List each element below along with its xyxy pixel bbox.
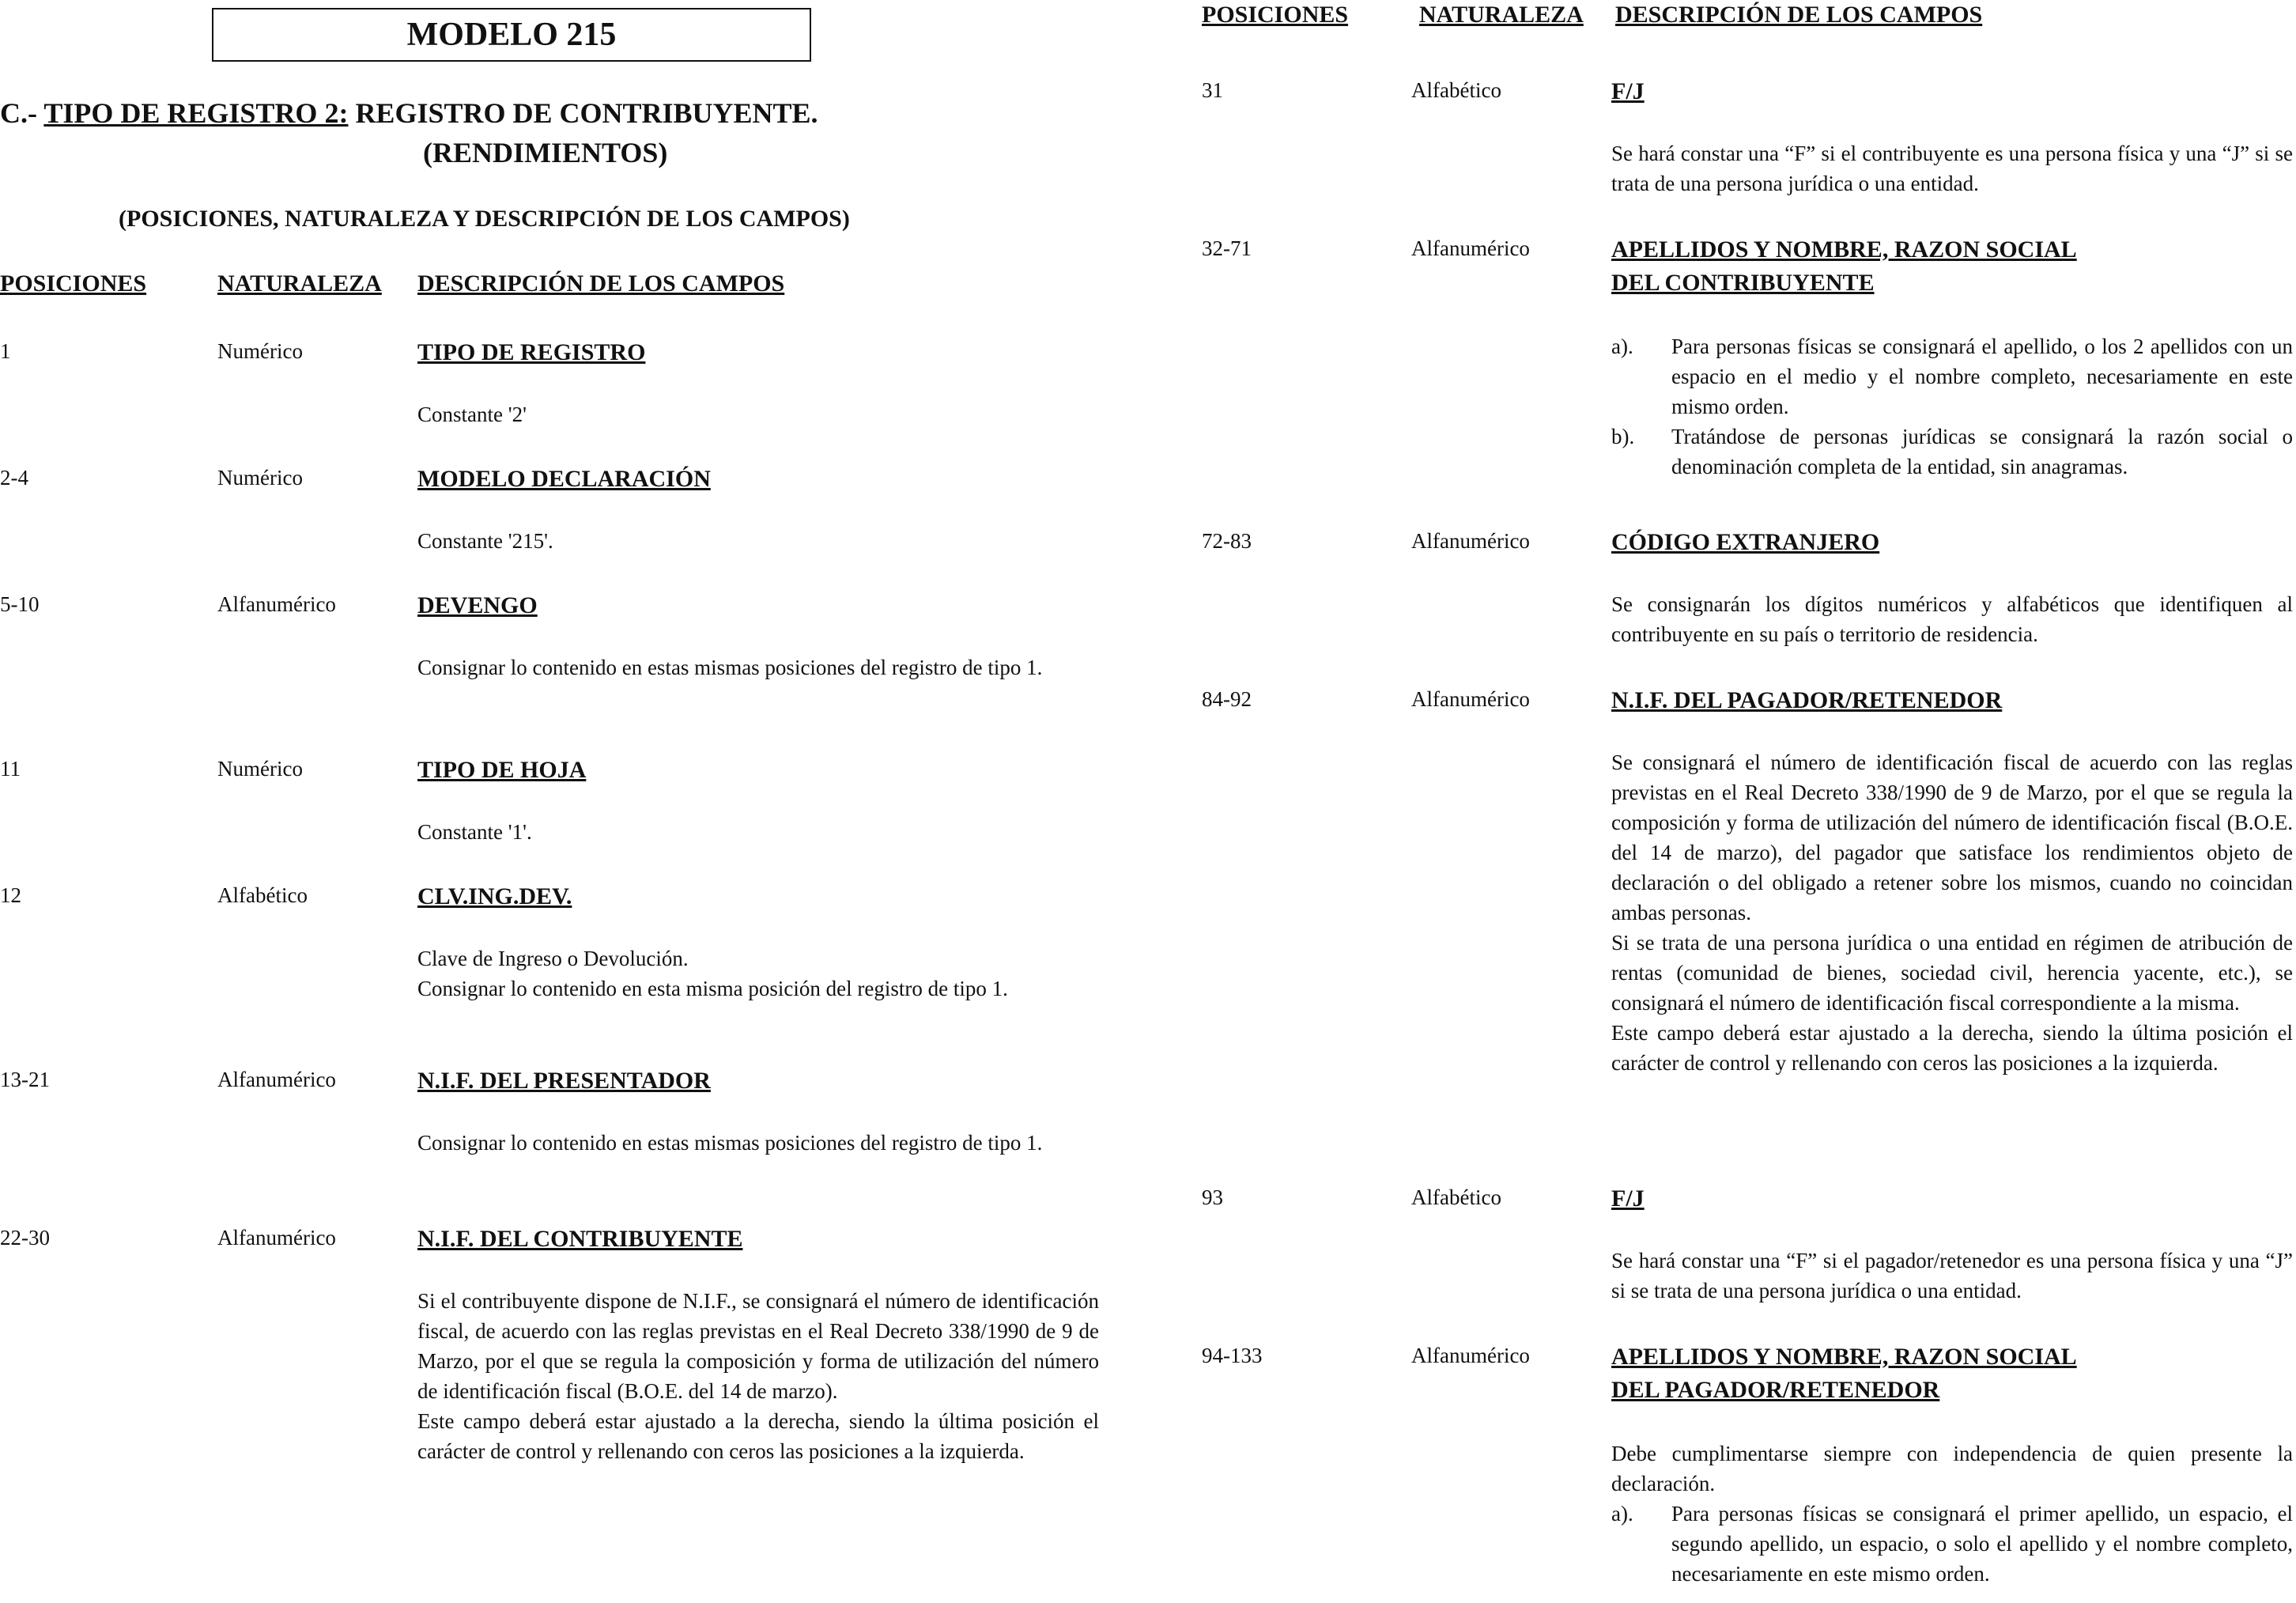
header-nature: NATURALEZA: [217, 270, 382, 297]
field-name-line-2: DEL PAGADOR/RETENEDOR: [1611, 1377, 1940, 1403]
field-position: 11: [0, 757, 21, 781]
field-name: [1611, 526, 1879, 559]
field-name: [417, 589, 538, 622]
field-name: [1611, 1340, 2077, 1407]
description-paragraph: Constante '215'.: [417, 529, 553, 553]
description-paragraph: Este campo deberá estar ajustado a la derecha, siendo la última posición el carácter de control y rellenando con ceros las posiciones a la izquierda.: [1611, 1021, 2293, 1075]
field-name: [1611, 75, 1645, 108]
field-name-line-2: DEL CONTRIBUYENTE: [1611, 270, 1875, 296]
field-position: 2-4: [0, 466, 28, 490]
field-name-line: TIPO DE HOJA: [417, 757, 587, 783]
field-description: [417, 943, 1099, 1004]
list-marker: a).: [1611, 1502, 1633, 1525]
field-name-line: APELLIDOS Y NOMBRE, RAZON SOCIAL: [1611, 1344, 2077, 1370]
field-name-line: TIPO DE REGISTRO: [417, 339, 646, 365]
description-paragraph: Consignar lo contenido en esta misma posición del registro de tipo 1.: [417, 977, 1008, 1000]
list-text: Para personas físicas se consignará el primer apellido, un espacio, el segundo apellido, un espacio, o solo el apellido y el nombre completo, necesariamente en este mismo orden.: [1671, 1502, 2293, 1586]
field-nature: Alfanumérico: [217, 1068, 336, 1091]
field-position: 13-21: [0, 1068, 50, 1091]
field-nature: Alfanumérico: [217, 1226, 336, 1250]
field-description: [1611, 138, 2293, 198]
field-name: [1611, 233, 2077, 300]
list-text: Tratándose de personas jurídicas se consignará la razón social o denominación completa de la entidad, sin anagramas.: [1671, 425, 2293, 478]
field-description: [417, 817, 1099, 847]
field-description: [417, 399, 1099, 429]
description-paragraph: Se consignarán los dígitos numéricos y alfabéticos que identifiquen al contribuyente en su país o territorio de residencia.: [1611, 592, 2293, 646]
field-nature: Alfabético: [217, 883, 308, 907]
description-list: [1611, 331, 2293, 482]
field-name: [1611, 684, 2002, 717]
field-description: [417, 652, 1099, 682]
field-position: 94-133: [1202, 1344, 1263, 1367]
description-list-item: [1611, 1499, 2293, 1589]
description-list: [1611, 1499, 2293, 1589]
field-nature: Alfanumérico: [1411, 236, 1530, 260]
description-paragraph: Debe cumplimentarse siempre con independencia de quien presente la declaración.: [1611, 1442, 2293, 1495]
section-subtitle: (POSICIONES, NATURALEZA Y DESCRIPCIÓN DE LOS CAMPOS): [119, 206, 850, 232]
field-name-line: N.I.F. DEL CONTRIBUYENTE: [417, 1226, 743, 1252]
field-name-line: N.I.F. DEL PAGADOR/RETENEDOR: [1611, 687, 2003, 713]
header-positions-right: POSICIONES: [1202, 2, 1349, 28]
header-description: DESCRIPCIÓN DE LOS CAMPOS: [417, 270, 785, 297]
field-name: [417, 463, 711, 496]
field-name: [1611, 1182, 1645, 1215]
list-text: Para personas físicas se consignará el apellido, o los 2 apellidos con un espacio en el medio y el nombre completo, necesariamente en este mismo orden.: [1671, 335, 2293, 418]
section-register: TIPO DE REGISTRO 2:: [43, 97, 349, 129]
header-description-right: DESCRIPCIÓN DE LOS CAMPOS: [1615, 2, 1983, 28]
model-title: MODELO 215: [212, 8, 811, 62]
field-position: 31: [1202, 78, 1223, 102]
field-description: [417, 1286, 1099, 1466]
section-name-2: (RENDIMIENTOS): [423, 137, 668, 168]
description-paragraph: Si se trata de una persona jurídica o una entidad en régimen de atribución de rentas (comunidad de bienes, sociedad civil, herencia yacente, etc.), se consignará el número de identificación fiscal correspondiente a la misma.: [1611, 931, 2293, 1015]
field-nature: Alfanumérico: [1411, 1344, 1530, 1367]
description-paragraph: Se hará constar una “F” si el pagador/retenedor es una persona física y una “J” si se trata de una persona jurídica o una entidad.: [1611, 1249, 2293, 1302]
field-description: [1611, 331, 2293, 482]
field-nature: Alfanumérico: [1411, 687, 1530, 711]
description-list-item: [1611, 422, 2293, 482]
field-name: [417, 1223, 743, 1256]
description-paragraph: Consignar lo contenido en estas mismas posiciones del registro de tipo 1.: [417, 656, 1043, 679]
field-description: [1611, 1439, 2293, 1589]
description-paragraph: Se hará constar una “F” si el contribuyente es una persona física y una “J” si se trata de una persona jurídica o una entidad.: [1611, 142, 2293, 195]
description-paragraph: Se consignará el número de identificación fiscal de acuerdo con las reglas previstas en el Real Decreto 338/1990 de 9 de Marzo, por el que se regula la composición y forma de utilización del número de identificación fiscal (B.O.E. del 14 de marzo), del pagador que satisface los rendimientos objeto de declaración o del obligado a retener sobre los mismos, cuando no coincidan ambas personas.: [1611, 750, 2293, 924]
description-paragraph: Si el contribuyente dispone de N.I.F., se consignará el número de identificación fiscal, de acuerdo con las reglas previstas en el Real Decreto 338/1990 de 9 de Marzo, por el que se regula la composición y forma de utilización del número de identificación fiscal (B.O.E. del 14 de marzo).: [417, 1289, 1099, 1403]
field-name-line: F/J: [1611, 78, 1645, 104]
field-nature: Numérico: [217, 466, 303, 490]
field-description: [1611, 747, 2293, 1078]
field-nature: Numérico: [217, 339, 303, 363]
field-name: [417, 880, 572, 913]
section-name: REGISTRO DE CONTRIBUYENTE.: [355, 97, 818, 129]
description-paragraph: Clave de Ingreso o Devolución.: [417, 947, 689, 970]
field-nature: Alfanumérico: [217, 592, 336, 616]
field-name-line: F/J: [1611, 1185, 1645, 1212]
field-nature: Alfanumérico: [1411, 529, 1530, 553]
field-description: [1611, 589, 2293, 649]
field-position: 1: [0, 339, 11, 363]
field-description: [1611, 1246, 2293, 1306]
section-title: [0, 93, 818, 172]
field-name: [417, 1064, 711, 1098]
list-marker: b).: [1611, 425, 1635, 448]
field-position: 12: [0, 883, 21, 907]
field-position: 84-92: [1202, 687, 1252, 711]
field-name: [417, 336, 645, 369]
field-description: [417, 1128, 1099, 1158]
description-list-item: [1611, 331, 2293, 422]
description-paragraph: Consignar lo contenido en estas mismas posiciones del registro de tipo 1.: [417, 1131, 1043, 1155]
field-position: 22-30: [0, 1226, 50, 1250]
description-paragraph: Este campo deberá estar ajustado a la derecha, siendo la última posición el carácter de control y rellenando con ceros las posiciones a la izquierda.: [417, 1409, 1099, 1463]
field-name-line: MODELO DECLARACIÓN: [417, 466, 711, 492]
description-paragraph: Constante '1'.: [417, 820, 532, 844]
field-name-line: DEVENGO: [417, 592, 538, 618]
field-position: 32-71: [1202, 236, 1252, 260]
field-position: 72-83: [1202, 529, 1252, 553]
description-paragraph: Constante '2': [417, 403, 527, 426]
section-prefix: C.-: [0, 97, 37, 129]
field-nature: Alfabético: [1411, 1185, 1501, 1209]
field-name-line: N.I.F. DEL PRESENTADOR: [417, 1068, 711, 1094]
field-name-line: CÓDIGO EXTRANJERO: [1611, 529, 1880, 555]
field-position: 93: [1202, 1185, 1223, 1209]
field-nature: Numérico: [217, 757, 303, 781]
field-description: [417, 526, 1099, 556]
field-name-line: CLV.ING.DEV.: [417, 883, 572, 909]
header-positions: POSICIONES: [0, 270, 147, 297]
field-name-line: APELLIDOS Y NOMBRE, RAZON SOCIAL: [1611, 236, 2077, 263]
field-nature: Alfabético: [1411, 78, 1501, 102]
header-nature-right: NATURALEZA: [1419, 2, 1584, 28]
field-position: 5-10: [0, 592, 40, 616]
list-marker: a).: [1611, 335, 1633, 358]
field-name: [417, 754, 586, 787]
